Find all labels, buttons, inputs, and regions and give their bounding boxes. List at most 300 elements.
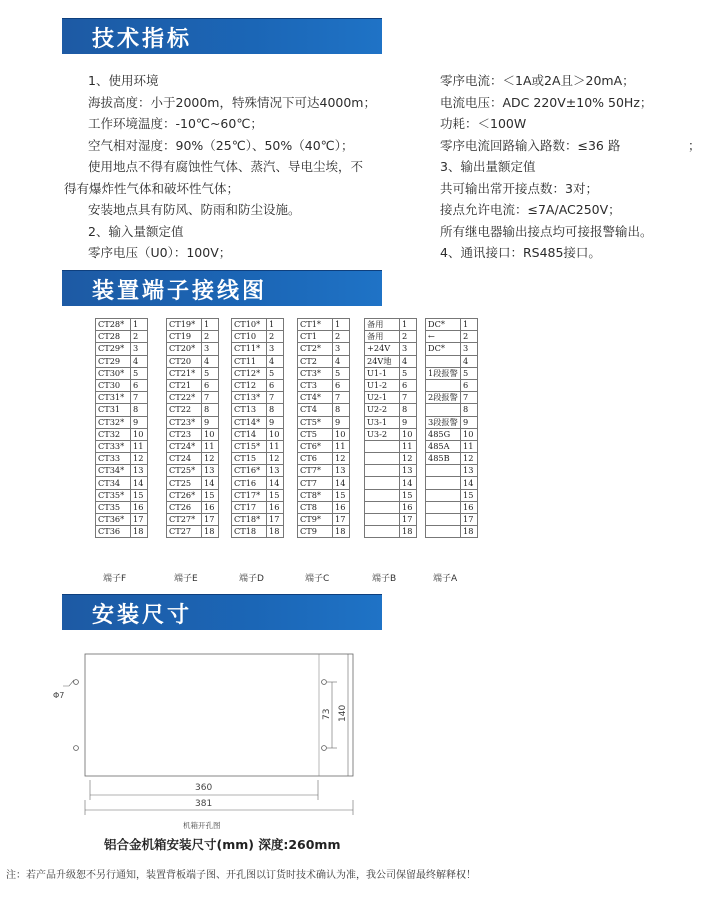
terminal-number: 12 (267, 453, 284, 465)
spec-trailing-mark: ； (688, 137, 701, 153)
terminal-signal: CT31 (96, 404, 131, 416)
terminal-signal: 24V地 (365, 355, 400, 367)
terminal-signal: CT15* (232, 440, 267, 452)
terminal-number: 8 (202, 404, 219, 416)
terminal-signal: CT21* (167, 367, 202, 379)
terminal-number: 18 (400, 526, 417, 538)
terminal-signal: CT3 (298, 379, 333, 391)
terminal-caption: 端子D (239, 574, 264, 584)
terminal-signal: CT16 (232, 477, 267, 489)
terminal-row (365, 379, 417, 391)
terminal-number: 10 (131, 428, 148, 440)
terminal-number: 9 (267, 416, 284, 428)
terminal-signal: CT24 (167, 453, 202, 465)
terminal-number: 14 (400, 477, 417, 489)
cutout-caption: 机箱开孔图 (183, 821, 221, 830)
terminal-signal: CT20 (167, 355, 202, 367)
terminal-number: 8 (267, 404, 284, 416)
terminal-number: 5 (202, 367, 219, 379)
terminal-number: 7 (400, 392, 417, 404)
terminal-signal: CT36* (96, 514, 131, 526)
terminal-row (96, 416, 148, 428)
spec-line: 接点允许电流：≤7A/AC250V； (440, 202, 621, 217)
terminal-signal: CT9 (298, 526, 333, 538)
terminal-row (96, 489, 148, 501)
terminal-row (96, 465, 148, 477)
terminal-number: 13 (267, 465, 284, 477)
terminal-signal: CT9* (298, 514, 333, 526)
hole-label: Φ7 (53, 691, 65, 700)
terminal-signal: CT30 (96, 379, 131, 391)
terminal-number: 5 (131, 367, 148, 379)
terminal-signal: CT22* (167, 392, 202, 404)
terminal-row (365, 343, 417, 355)
terminal-number: 13 (400, 465, 417, 477)
terminal-row (96, 355, 148, 367)
terminal-row (167, 514, 219, 526)
terminal-number: 11 (131, 440, 148, 452)
terminal-row (232, 440, 284, 452)
terminal-number: 6 (131, 379, 148, 391)
terminal-signal: CT26* (167, 489, 202, 501)
terminal-signal: +24V (365, 343, 400, 355)
terminal-number: 9 (400, 416, 417, 428)
terminal-row (167, 343, 219, 355)
terminal-row (232, 416, 284, 428)
terminal-signal: CT5 (298, 428, 333, 440)
terminal-signal: 485A (426, 440, 461, 452)
terminal-row (298, 404, 350, 416)
terminal-number: 5 (400, 367, 417, 379)
terminal-row (96, 514, 148, 526)
terminal-row (96, 526, 148, 538)
terminal-number: 6 (333, 379, 350, 391)
terminal-number: 2 (202, 331, 219, 343)
terminal-number: 14 (202, 477, 219, 489)
terminal-row (426, 477, 478, 489)
terminal-row (96, 392, 148, 404)
terminal-number: 2 (131, 331, 148, 343)
terminal-row (365, 465, 417, 477)
terminal-number: 4 (131, 355, 148, 367)
terminal-row (426, 392, 478, 404)
terminal-signal: U3-1 (365, 416, 400, 428)
terminal-row (298, 416, 350, 428)
terminal-number: 13 (461, 465, 478, 477)
terminal-signal: CT27* (167, 514, 202, 526)
terminal-signal (365, 514, 400, 526)
terminal-signal (365, 465, 400, 477)
mount-hole-right-top (322, 680, 327, 685)
spec-line: 所有继电器输出接点均可接报警输出。 (440, 223, 653, 239)
terminal-number: 16 (267, 501, 284, 513)
terminal-row (426, 355, 478, 367)
terminal-row (96, 453, 148, 465)
terminal-row (426, 343, 478, 355)
spec-line: 得有爆炸性气体和破坏性气体； (64, 180, 240, 196)
terminal-signal: CT36 (96, 526, 131, 538)
tech-spec-title: 技术指标 (92, 26, 193, 52)
terminal-number: 17 (267, 514, 284, 526)
terminal-number: 11 (202, 440, 219, 452)
install-banner (62, 594, 382, 630)
terminal-number: 14 (131, 477, 148, 489)
terminal-signal: CT14* (232, 416, 267, 428)
terminal-signal: U2-1 (365, 392, 400, 404)
terminal-row (426, 379, 478, 391)
cutout-outline (85, 654, 353, 776)
terminal-number: 17 (131, 514, 148, 526)
terminal-signal: CT6* (298, 440, 333, 452)
terminal-number: 15 (461, 489, 478, 501)
terminal-signal (426, 477, 461, 489)
terminal-signal (365, 489, 400, 501)
terminal-signal: U1-1 (365, 367, 400, 379)
terminal-signal (426, 379, 461, 391)
terminal-signal: 2段报警 (426, 392, 461, 404)
terminal-signal: CT30* (96, 367, 131, 379)
terminal-row (426, 526, 478, 538)
terminal-number: 4 (202, 355, 219, 367)
terminal-row (426, 367, 478, 379)
terminal-number: 3 (400, 343, 417, 355)
terminal-number: 10 (202, 428, 219, 440)
terminal-table (425, 318, 478, 538)
terminal-row (298, 501, 350, 513)
terminal-row (232, 319, 284, 331)
spec-line: 1、使用环境 (88, 73, 159, 88)
terminal-signal: CT10* (232, 319, 267, 331)
terminal-number: 16 (461, 501, 478, 513)
terminal-row (365, 392, 417, 404)
terminal-signal (426, 526, 461, 538)
terminal-caption: 端子F (103, 574, 127, 584)
terminal-number: 10 (461, 428, 478, 440)
terminal-number: 10 (400, 428, 417, 440)
terminal-number: 4 (461, 355, 478, 367)
terminal-signal (365, 501, 400, 513)
terminal-signal (365, 453, 400, 465)
spec-line: 电流电压：ADC 220V±10% 50Hz； (440, 94, 653, 110)
terminal-number: 7 (267, 392, 284, 404)
terminal-signal: CT33 (96, 453, 131, 465)
terminal-signal: DC* (426, 343, 461, 355)
terminal-row (96, 428, 148, 440)
spec-line: 3、输出量额定值 (440, 159, 536, 174)
terminal-number: 9 (333, 416, 350, 428)
terminal-signal: CT2 (298, 355, 333, 367)
terminal-number: 2 (267, 331, 284, 343)
terminal-number: 11 (400, 440, 417, 452)
terminal-signal: 备用 (365, 319, 400, 331)
terminal-row (167, 465, 219, 477)
terminal-signal: CT8 (298, 501, 333, 513)
terminal-number: 5 (267, 367, 284, 379)
terminal-table (364, 318, 417, 538)
footer-note: 注：若产品升级恕不另行通知，装置背板端子图、开孔图以订货时技术确认为准，我公司保留最终解释权！ (6, 870, 476, 881)
terminal-number: 10 (267, 428, 284, 440)
tech-spec-banner (62, 18, 382, 54)
terminal-signal: CT12 (232, 379, 267, 391)
terminal-row (298, 392, 350, 404)
terminal-row (365, 331, 417, 343)
terminal-row (96, 343, 148, 355)
spec-line: 零序电流：＜1A或2A且＞20mA； (440, 73, 635, 88)
terminal-row (96, 319, 148, 331)
terminal-signal: CT4 (298, 404, 333, 416)
terminal-signal: CT34 (96, 477, 131, 489)
terminal-signal (426, 465, 461, 477)
terminal-row (426, 428, 478, 440)
terminal-row (232, 526, 284, 538)
terminal-number: 8 (131, 404, 148, 416)
terminal-number: 15 (333, 489, 350, 501)
terminal-signal: 485G (426, 428, 461, 440)
terminal-number: 7 (461, 392, 478, 404)
terminal-number: 16 (202, 501, 219, 513)
terminal-row (298, 514, 350, 526)
terminal-number: 8 (400, 404, 417, 416)
terminal-row (365, 514, 417, 526)
terminal-row (365, 428, 417, 440)
terminal-table (231, 318, 284, 538)
terminal-row (167, 367, 219, 379)
terminal-signal: CT25 (167, 477, 202, 489)
terminal-row (298, 453, 350, 465)
terminal-number: 12 (202, 453, 219, 465)
terminal-number: 1 (461, 319, 478, 331)
terminal-row (232, 367, 284, 379)
hole-leader (63, 680, 74, 686)
terminal-row (426, 501, 478, 513)
terminal-number: 11 (461, 440, 478, 452)
terminal-number: 8 (461, 404, 478, 416)
terminal-row (167, 477, 219, 489)
terminal-row (232, 331, 284, 343)
spec-line: 安装地点具有防风、防雨和防尘设施。 (88, 202, 301, 217)
terminal-number: 5 (461, 367, 478, 379)
terminal-number: 12 (333, 453, 350, 465)
terminal-table (166, 318, 219, 538)
terminal-number: 16 (333, 501, 350, 513)
terminal-number: 18 (202, 526, 219, 538)
terminal-signal (426, 355, 461, 367)
terminal-signal (365, 440, 400, 452)
terminal-number: 9 (461, 416, 478, 428)
terminal-row (298, 355, 350, 367)
spec-line: 共可输出常开接点数：3对； (440, 180, 598, 196)
terminal-signal: CT33* (96, 440, 131, 452)
terminal-row (96, 367, 148, 379)
spec-right-column (440, 70, 700, 264)
spec-line: 零序电压（U0）：100V； (88, 245, 232, 260)
terminal-number: 14 (267, 477, 284, 489)
spec-line: 使用地点不得有腐蚀性气体、蒸汽、导电尘埃，不 (88, 159, 364, 174)
terminal-signal: U3-2 (365, 428, 400, 440)
terminal-signal: CT28 (96, 331, 131, 343)
terminal-number: 17 (202, 514, 219, 526)
terminal-number: 13 (202, 465, 219, 477)
terminal-row (167, 416, 219, 428)
terminal-number: 3 (131, 343, 148, 355)
terminal-row (232, 355, 284, 367)
terminal-signal: CT11 (232, 355, 267, 367)
terminal-signal: CT17* (232, 489, 267, 501)
terminal-row (426, 404, 478, 416)
terminal-number: 15 (267, 489, 284, 501)
terminal-row (298, 465, 350, 477)
terminal-row (232, 453, 284, 465)
terminal-row (167, 319, 219, 331)
terminal-number: 7 (202, 392, 219, 404)
terminal-row (298, 440, 350, 452)
terminal-row (232, 343, 284, 355)
terminal-row (426, 453, 478, 465)
terminal-number: 8 (333, 404, 350, 416)
terminal-row (365, 404, 417, 416)
terminal-row (426, 465, 478, 477)
terminal-signal (365, 526, 400, 538)
terminal-row (167, 404, 219, 416)
terminal-signal: CT18* (232, 514, 267, 526)
terminal-number: 6 (267, 379, 284, 391)
terminal-number: 1 (131, 319, 148, 331)
terminal-caption: 端子E (174, 574, 198, 584)
terminal-number: 13 (333, 465, 350, 477)
terminal-signal: CT16* (232, 465, 267, 477)
terminal-row (426, 489, 478, 501)
terminal-row (298, 331, 350, 343)
terminal-signal: CT21 (167, 379, 202, 391)
terminal-row (365, 489, 417, 501)
terminal-row (96, 477, 148, 489)
terminal-row (426, 319, 478, 331)
terminal-row (167, 453, 219, 465)
terminal-signal: CT32* (96, 416, 131, 428)
terminal-signal: CT31* (96, 392, 131, 404)
terminal-signal (426, 489, 461, 501)
terminal-number: 14 (461, 477, 478, 489)
terminal-number: 3 (461, 343, 478, 355)
terminal-row (298, 428, 350, 440)
dim-140-label: 140 (338, 704, 348, 722)
terminal-row (298, 526, 350, 538)
terminal-signal (426, 514, 461, 526)
wiring-banner (62, 270, 382, 306)
terminal-signal: DC* (426, 319, 461, 331)
terminal-number: 18 (461, 526, 478, 538)
terminal-row (365, 440, 417, 452)
mount-hole-left-top (74, 680, 79, 685)
terminal-row (232, 477, 284, 489)
terminal-number: 18 (131, 526, 148, 538)
terminal-signal: CT26 (167, 501, 202, 513)
terminal-row (298, 343, 350, 355)
terminal-row (167, 501, 219, 513)
install-dimension-caption: 铝合金机箱安装尺寸(mm) 深度:260mm (104, 837, 341, 852)
terminal-signal: CT23 (167, 428, 202, 440)
spec-text: 零序电流回路输入路数：≤36 路 (440, 137, 621, 153)
terminal-row (365, 477, 417, 489)
terminal-number: 16 (400, 501, 417, 513)
terminal-signal: CT19 (167, 331, 202, 343)
terminal-row (365, 501, 417, 513)
terminal-number: 1 (400, 319, 417, 331)
terminal-signal: CT4* (298, 392, 333, 404)
terminal-row (167, 379, 219, 391)
spec-line: 海拔高度：小于2000m，特殊情况下可达4000m； (88, 94, 376, 110)
terminal-signal: CT3* (298, 367, 333, 379)
terminal-caption: 端子A (433, 574, 458, 584)
terminal-signal: CT5* (298, 416, 333, 428)
terminal-signal: U2-2 (365, 404, 400, 416)
terminal-signal: CT12* (232, 367, 267, 379)
terminal-signal: CT8* (298, 489, 333, 501)
terminal-signal: CT24* (167, 440, 202, 452)
terminal-row (167, 392, 219, 404)
terminal-number: 14 (333, 477, 350, 489)
terminal-signal: 备用 (365, 331, 400, 343)
terminal-caption: 端子C (305, 574, 330, 584)
terminal-signal (426, 501, 461, 513)
terminal-number: 4 (333, 355, 350, 367)
terminal-row (167, 489, 219, 501)
terminal-signal: 485B (426, 453, 461, 465)
terminal-number: 4 (267, 355, 284, 367)
terminal-row (96, 404, 148, 416)
terminal-number: 15 (131, 489, 148, 501)
terminal-number: 5 (333, 367, 350, 379)
dim-381-label: 381 (195, 799, 213, 809)
terminal-signal: U1-2 (365, 379, 400, 391)
terminal-row (167, 355, 219, 367)
terminal-number: 11 (333, 440, 350, 452)
terminal-number: 9 (202, 416, 219, 428)
terminal-row (365, 355, 417, 367)
terminal-number: 18 (333, 526, 350, 538)
terminal-number: 11 (267, 440, 284, 452)
spec-left-column (64, 70, 428, 264)
terminal-signal: 3段报警 (426, 416, 461, 428)
terminal-signal: CT29* (96, 343, 131, 355)
spec-line: 2、输入量额定值 (88, 223, 184, 239)
terminal-row (426, 416, 478, 428)
terminal-signal: CT1 (298, 331, 333, 343)
terminal-signal: CT20* (167, 343, 202, 355)
terminal-number: 4 (400, 355, 417, 367)
terminal-signal: CT10 (232, 331, 267, 343)
terminal-signal: CT23* (167, 416, 202, 428)
terminal-row (232, 501, 284, 513)
terminal-signal: ← (426, 331, 461, 343)
terminal-row (298, 489, 350, 501)
terminal-number: 2 (333, 331, 350, 343)
terminal-signal: 1段报警 (426, 367, 461, 379)
terminal-number: 17 (400, 514, 417, 526)
terminal-caption: 端子B (372, 574, 397, 584)
terminal-number: 17 (461, 514, 478, 526)
terminal-signal: CT29 (96, 355, 131, 367)
terminal-row (232, 428, 284, 440)
terminal-row (426, 440, 478, 452)
terminal-number: 1 (202, 319, 219, 331)
terminal-number: 3 (267, 343, 284, 355)
terminal-number: 17 (333, 514, 350, 526)
terminal-signal: CT2* (298, 343, 333, 355)
terminal-signal: CT34* (96, 465, 131, 477)
terminal-signal (365, 477, 400, 489)
terminal-row (96, 379, 148, 391)
